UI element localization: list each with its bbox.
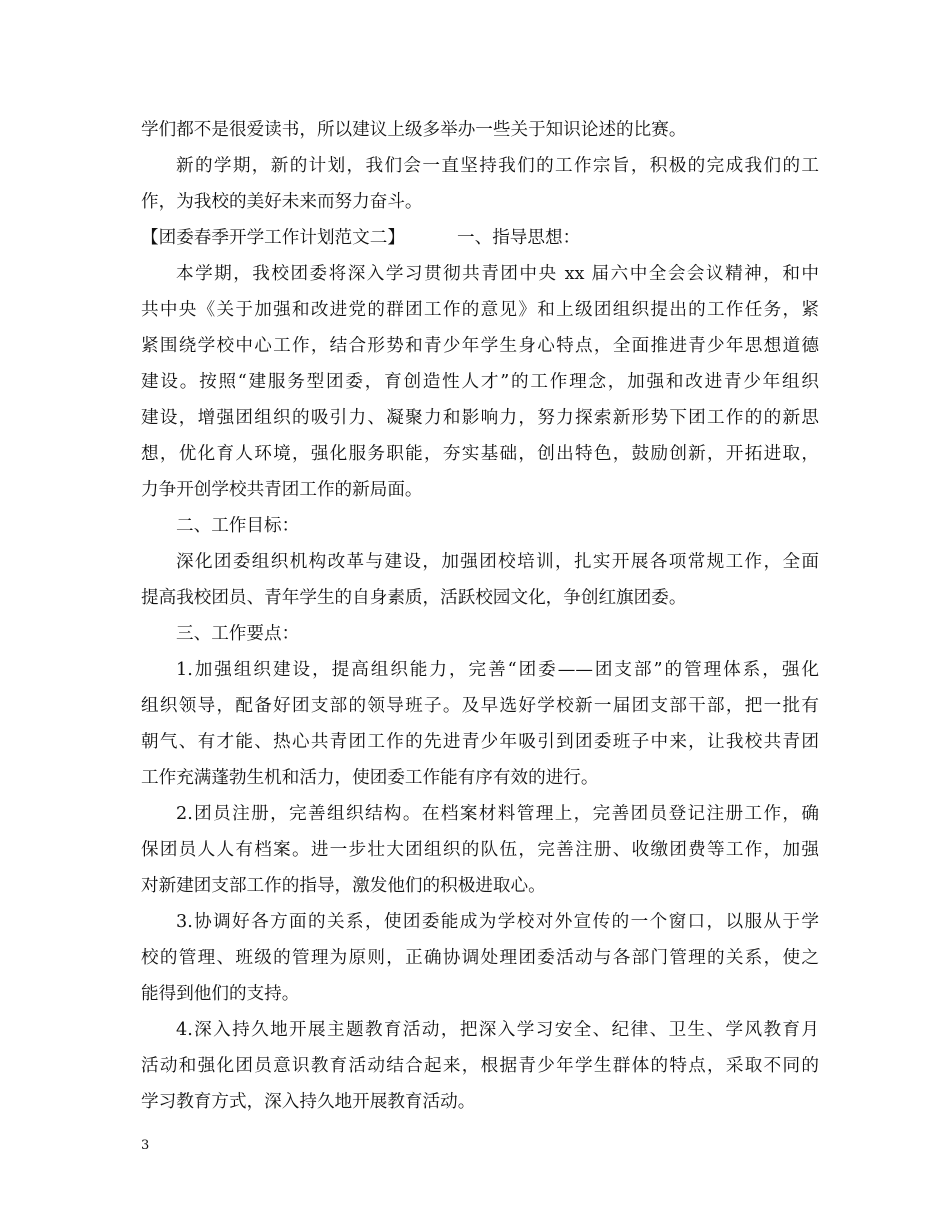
text-line: 紧围绕学校中心工作，结合形势和青少年学生身心特点，全面推进青少年思想道德 — [141, 336, 819, 356]
text-line: 能得到他们的支持。 — [141, 984, 300, 1004]
text-line: 力争开创学校共青团工作的新局面。 — [141, 480, 423, 500]
text-line: 2.团员注册，完善组织结构。在档案材料管理上，完善团员登记注册工作，确 — [176, 804, 819, 824]
text-line: 作，为我校的美好未来而努力奋斗。 — [141, 192, 423, 212]
text-line: 想，优化育人环境，强化服务职能，夯实基础，创出特色，鼓励创新，开拓进取， — [141, 444, 819, 464]
text-line: 提高我校团员、青年学生的自身素质，活跃校园文化，争创红旗团委。 — [141, 588, 687, 608]
text-line: 二、工作目标： — [176, 516, 300, 536]
section-title: 【团委春季开学工作计划范文二】 — [141, 228, 405, 248]
text-line: 学们都不是很爱读书，所以建议上级多举办一些关于知识论述的比赛。 — [141, 120, 687, 140]
text-line: 3.协调好各方面的关系，使团委能成为学校对外宣传的一个窗口，以服从于学 — [176, 912, 819, 932]
text-line: 深化团委组织机构改革与建设，加强团校培训，扎实开展各项常规工作，全面 — [176, 552, 819, 572]
text-line: 组织领导，配备好团支部的领导班子。及早选好学校新一届团支部干部，把一批有 — [141, 696, 819, 716]
page-number: 3 — [141, 1138, 150, 1153]
text-line: 建设，增强团组织的吸引力、凝聚力和影响力，努力探索新形势下团工作的的新思 — [141, 408, 819, 428]
document-body — [141, 112, 819, 1120]
text-line: 朝气、有才能、热心共青团工作的先进青少年吸引到团委班子中来，让我校共青团 — [141, 732, 819, 752]
text-line: 新的学期，新的计划，我们会一直坚持我们的工作宗旨，积极的完成我们的工 — [176, 156, 819, 176]
text-line: 1.加强组织建设，提高组织能力，完善“团委——团支部”的管理体系，强化 — [176, 660, 819, 680]
text-line: 工作充满蓬勃生机和活力，使团委工作能有序有效的进行。 — [141, 768, 599, 788]
text-line: 校的管理、班级的管理为原则，正确协调处理团委活动与各部门管理的关系，使之 — [141, 948, 819, 968]
text-line: 共中央《关于加强和改进党的群团工作的意见》和上级团组织提出的工作任务，紧 — [141, 300, 819, 320]
text-line: 本学期，我校团委将深入学习贯彻共青团中央 xx 届六中全会会议精神，和中 — [176, 264, 819, 284]
text-line: 保团员人人有档案。进一步壮大团组织的队伍，完善注册、收缴团费等工作，加强 — [141, 840, 819, 860]
section-heading-row — [141, 220, 819, 256]
text-line: 4.深入持久地开展主题教育活动，把深入学习安全、纪律、卫生、学风教育月 — [176, 1020, 819, 1040]
text-line: 对新建团支部工作的指导，激发他们的积极进取心。 — [141, 876, 546, 896]
text-line: 学习教育方式，深入持久地开展教育活动。 — [141, 1092, 476, 1112]
section-subheading: 一、指导思想： — [457, 228, 581, 248]
text-line: 活动和强化团员意识教育活动结合起来，根据青少年学生群体的特点，采取不同的 — [141, 1056, 819, 1076]
text-line: 建设。按照“建服务型团委，育创造性人才”的工作理念，加强和改进青少年组织 — [141, 372, 819, 392]
text-line: 三、工作要点： — [176, 624, 300, 644]
